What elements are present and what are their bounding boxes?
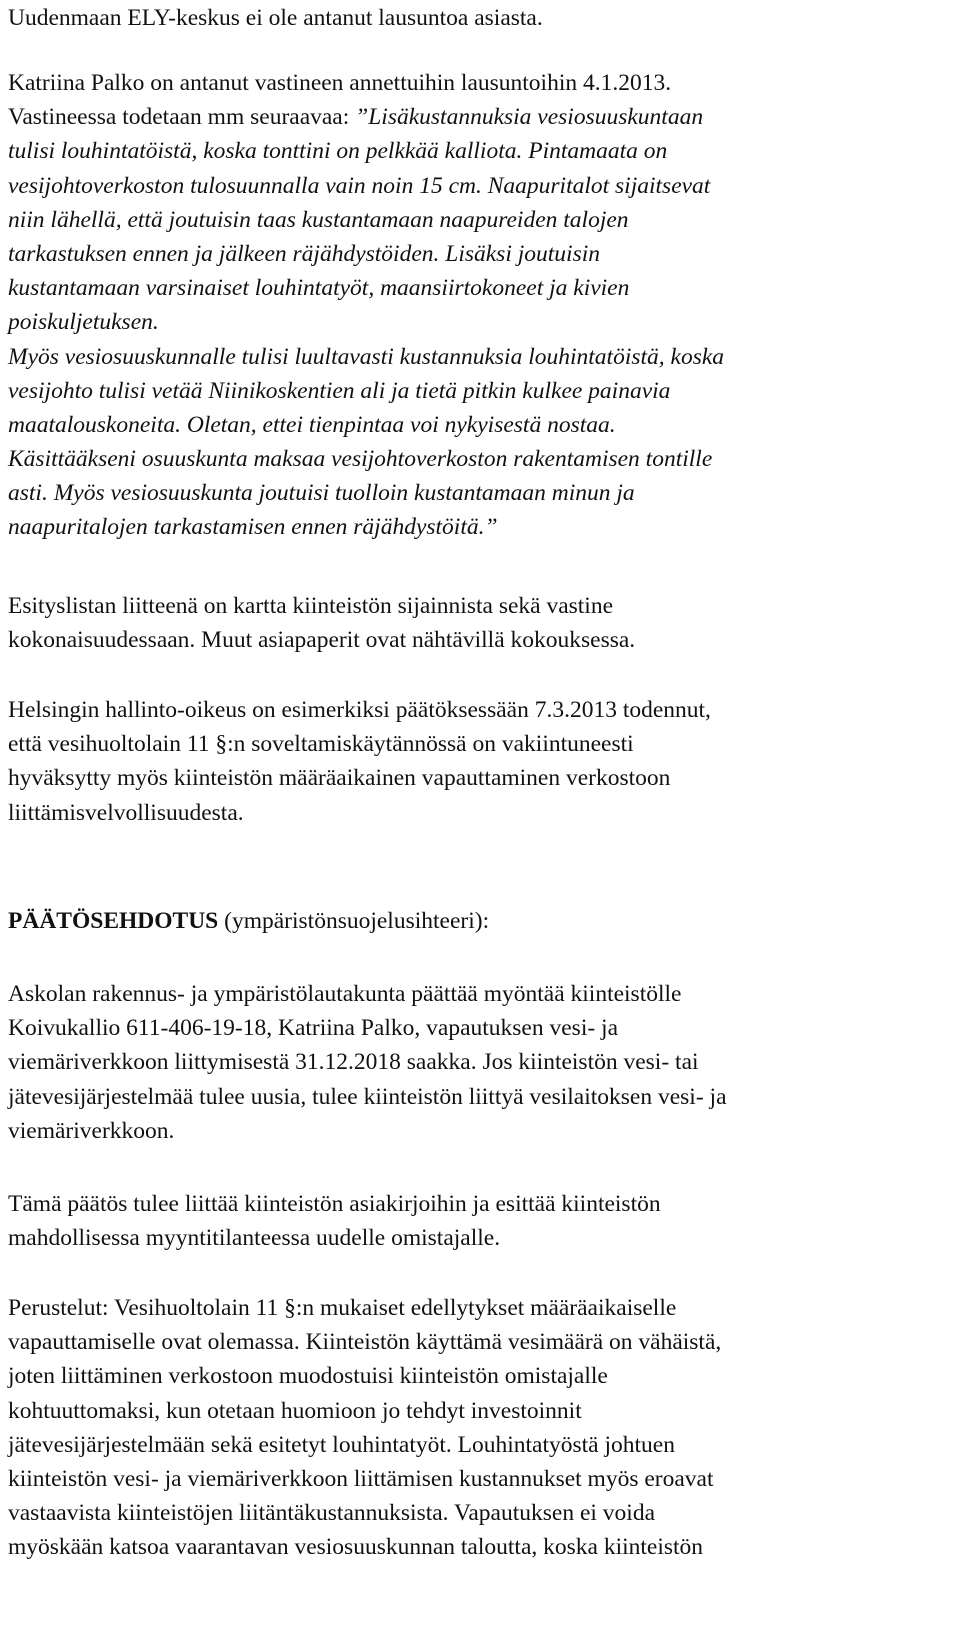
proposal-heading-label: PÄÄTÖSEHDOTUS bbox=[8, 908, 219, 934]
decision-paragraph bbox=[8, 977, 727, 1148]
quote-line: asti. Myös vesiosuuskunta joutuisi tuolloin kustantamaan minun ja bbox=[8, 480, 635, 507]
text-line: kohtuuttomaksi, kun otetaan huomioon jo tehdyt investoinnit bbox=[8, 1397, 582, 1424]
text-line: viemäriverkkoon. bbox=[8, 1117, 175, 1144]
text-line bbox=[8, 100, 724, 134]
text-line: Helsingin hallinto-oikeus on esimerkiksi päätöksessään 7.3.2013 todennut, bbox=[8, 697, 711, 723]
text-line: että vesihuoltolain 11 §:n soveltamiskäytännössä on vakiintuneesti bbox=[8, 731, 634, 758]
text-line: jätevesijärjestelmään sekä esitetyt louhintatyöt. Louhintatyöstä johtuen bbox=[8, 1431, 675, 1458]
text-line: mahdollisessa myyntitilanteessa uudelle omistajalle. bbox=[8, 1225, 501, 1252]
heading-line bbox=[8, 904, 489, 938]
quote-line: naapuritalojen tarkastamisen ennen räjähdystöitä.” bbox=[8, 514, 498, 541]
quote-line: poiskuljetuksen. bbox=[8, 309, 159, 336]
text-line: Koivukallio 611-406-19-18, Katriina Palko, vapautuksen vesi- ja bbox=[8, 1015, 619, 1042]
text-line: kiinteistön vesi- ja viemäriverkkoon liittämisen kustannukset myös eroavat bbox=[8, 1465, 714, 1492]
quote-line: niin lähellä, että joutuisin taas kustantamaan naapureiden talojen bbox=[8, 206, 629, 233]
attachments-paragraph bbox=[8, 589, 635, 657]
quote-intro: Vastineessa todetaan mm seuraavaa: bbox=[8, 104, 350, 131]
text-line: Tämä päätös tulee liittää kiinteistön asiakirjoihin ja esittää kiinteistön bbox=[8, 1191, 661, 1217]
text-line: liittämisvelvollisuudesta. bbox=[8, 799, 244, 826]
ely-statement-paragraph bbox=[8, 1, 543, 35]
record-paragraph bbox=[8, 1187, 661, 1255]
grounds-paragraph bbox=[8, 1291, 721, 1565]
text-line: myöskään katsoa vaarantavan vesiosuuskunnan taloutta, koska kiinteistön bbox=[8, 1534, 704, 1561]
quote-line: kustantamaan varsinaiset louhintatyöt, maansiirtokoneet ja kivien bbox=[8, 275, 630, 302]
quote-start: ”Lisäkustannuksia vesiosuuskuntaan bbox=[355, 104, 704, 131]
text-line: hyväksytty myös kiinteistön määräaikainen vapauttaminen verkostoon bbox=[8, 765, 671, 792]
quote-line: tulisi louhintatöistä, koska tonttini on pelkkää kalliota. Pintamaata on bbox=[8, 138, 668, 165]
quote-line: vesijohtoverkoston tulosuunnalla vain noin 15 cm. Naapuritalot sijaitsevat bbox=[8, 172, 711, 199]
quote-line: maatalouskoneita. Oletan, ettei tienpintaa voi nykyisestä nostaa. bbox=[8, 411, 616, 438]
text-line: vapauttamiselle ovat olemassa. Kiinteistön käyttämä vesimäärä on vähäistä, bbox=[8, 1329, 722, 1356]
response-paragraph bbox=[8, 66, 724, 545]
court-paragraph bbox=[8, 693, 711, 830]
text-line: joten liittäminen verkostoon muodostuisi kiinteistön omistajalle bbox=[8, 1363, 608, 1390]
quote-line: Myös vesiosuuskunnalle tulisi luultavasti kustannuksia louhintatöistä, koska bbox=[8, 343, 725, 370]
proposal-heading bbox=[8, 904, 489, 938]
text-line: jätevesijärjestelmää tulee uusia, tulee kiinteistön liittyä vesilaitoksen vesi- ja bbox=[8, 1083, 727, 1110]
text-line: kokonaisuudessaan. Muut asiapaperit ovat nähtävillä kokouksessa. bbox=[8, 627, 636, 654]
text-line: Askolan rakennus- ja ympäristölautakunta päättää myöntää kiinteistölle bbox=[8, 981, 682, 1007]
text-line: viemäriverkkoon liittymisestä 31.12.2018 saakka. Jos kiinteistön vesi- tai bbox=[8, 1049, 699, 1076]
quote-line: vesijohto tulisi vetää Niinikoskentien ali ja tietä pitkin kulkee painavia bbox=[8, 377, 671, 404]
text-line: Perustelut: Vesihuoltolain 11 §:n mukaiset edellytykset määräaikaiselle bbox=[8, 1295, 677, 1321]
quote-line: Käsittääkseni osuuskunta maksaa vesijohtoverkoston rakentamisen tontille bbox=[8, 446, 713, 473]
text-line: Katriina Palko on antanut vastineen annettuihin lausuntoihin 4.1.2013. bbox=[8, 70, 672, 96]
text-line: Esityslistan liitteenä on kartta kiinteistön sijainnista sekä vastine bbox=[8, 593, 614, 619]
text-line: Uudenmaan ELY-keskus ei ole antanut lausuntoa asiasta. bbox=[8, 5, 543, 31]
proposal-heading-suffix: (ympäristönsuojelusihteeri): bbox=[218, 908, 490, 934]
text-line: vastaavista kiinteistöjen liitäntäkustannuksista. Vapautuksen ei voida bbox=[8, 1500, 655, 1527]
quote-line: tarkastuksen ennen ja jälkeen räjähdystöiden. Lisäksi joutuisin bbox=[8, 240, 600, 267]
